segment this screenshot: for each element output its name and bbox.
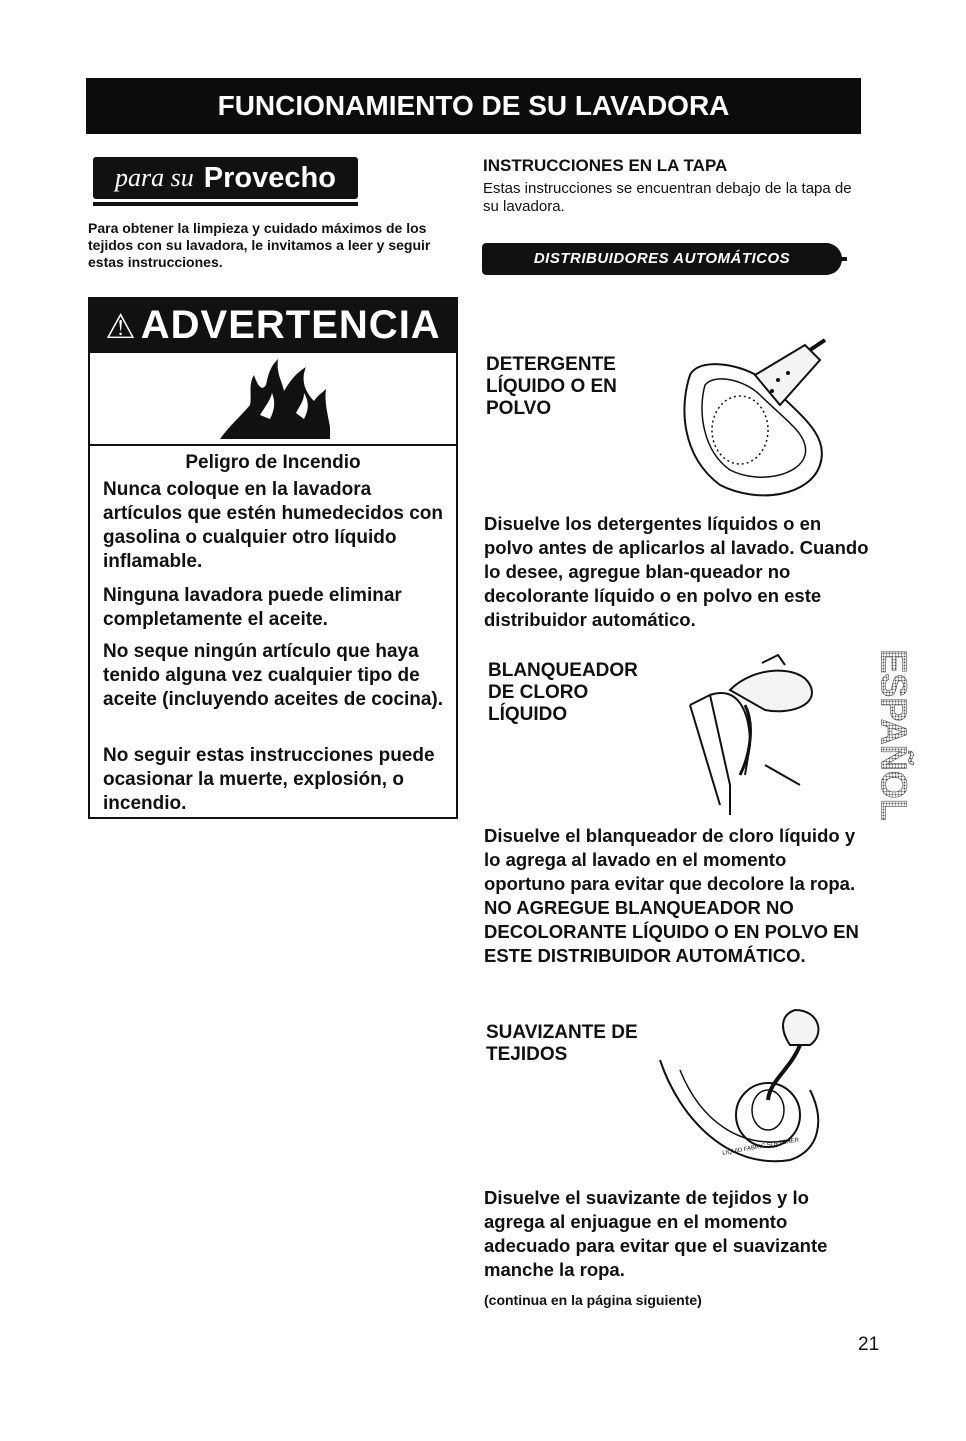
warning-title: ADVERTENCIA (140, 303, 441, 347)
bleach-heading-line: BLANQUEADOR (488, 660, 638, 681)
warning-paragraph: No seguir estas instrucciones puede ocasionar la muerte, explosión, o incendio. (103, 745, 435, 814)
warning-divider (90, 444, 456, 446)
warning-paragraph: Nunca coloque en la lavadora artículos que estén humedecidos con gasolina o cualquier otro líquido inflamable. (103, 479, 443, 572)
softener-cap-label: LIQUID FABRIC SOFTENER (722, 1137, 800, 1157)
detergent-heading (486, 354, 617, 420)
softener-heading-line: SUAVIZANTE DE (486, 1022, 638, 1043)
language-side-tab-label: ESPAÑOL (873, 649, 915, 821)
intro-text: Para obtener la limpieza y cuidado máximos de los tejidos con su lavadora, le invitamos a leer y seguir estas instrucciones. (88, 220, 431, 270)
detergent-heading-line: LÍQUIDO O EN (486, 376, 617, 397)
provecho-word: Provecho (203, 161, 336, 194)
bleach-heading-line: DE CLORO (488, 682, 589, 703)
bleach-text: Disuelve el blanqueador de cloro líquido y lo agrega al lavado en el momento oportuno para evitar que decolore la ropa. NO AGREGUE BLANQUEADOR NO DECOLORANTE LÍQUIDO O EN POLVO EN ESTE DISTRIBUIDOR AUTOMÁTICO. (484, 825, 859, 966)
page-number: 21 (858, 1334, 880, 1355)
warning-hazard-title: Peligro de Incendio (185, 452, 361, 473)
softener-dispenser-illustration (650, 1000, 830, 1175)
warning-header (88, 297, 458, 353)
softener-heading (486, 1022, 638, 1066)
warning-paragraph: Ninguna lavadora puede eliminar completamente el aceite. (103, 585, 402, 630)
continued-note: (continua en la página siguiente) (484, 1292, 702, 1308)
tapa-heading: INSTRUCCIONES EN LA TAPA (483, 156, 728, 175)
provecho-badge (93, 157, 358, 199)
bleach-heading-line: LÍQUIDO (488, 704, 568, 725)
softener-heading-line: TEJIDOS (486, 1044, 568, 1065)
bleach-heading (488, 660, 638, 726)
fire-icon (210, 355, 340, 441)
page-header-banner: FUNCIONAMIENTO DE SU LAVADORA (86, 78, 861, 134)
detergent-heading-line: POLVO (486, 398, 552, 419)
dispensers-label-tail (835, 257, 847, 261)
detergent-heading-line: DETERGENTE (486, 354, 616, 375)
warning-triangle-icon: ⚠ (105, 308, 137, 346)
detergent-dispenser-illustration (660, 335, 830, 505)
warning-paragraph: No seque ningún artículo que haya tenido alguna vez cualquier tipo de aceite (incluyendo aceites de cocina). (103, 641, 444, 710)
language-side-tab (873, 630, 915, 840)
tapa-text: Estas instrucciones se encuentran debajo de la tapa de su lavadora. (483, 180, 852, 215)
detergent-text: Disuelve los detergentes líquidos o en polvo antes de aplicarlos al lavado. Cuando lo desee, agregue blan-queador no decolorante líquido o en polvo en este distribuidor automático. (484, 513, 869, 630)
bleach-dispenser-illustration (670, 645, 840, 820)
dispensers-label: DISTRIBUIDORES AUTOMÁTICOS (482, 243, 842, 275)
provecho-underline (93, 202, 358, 206)
softener-text: Disuelve el suavizante de tejidos y lo agrega al enjuague en el momento adecuado para evitar que el suavizante manche la ropa. (484, 1187, 828, 1280)
provecho-prefix: para su (115, 163, 194, 192)
